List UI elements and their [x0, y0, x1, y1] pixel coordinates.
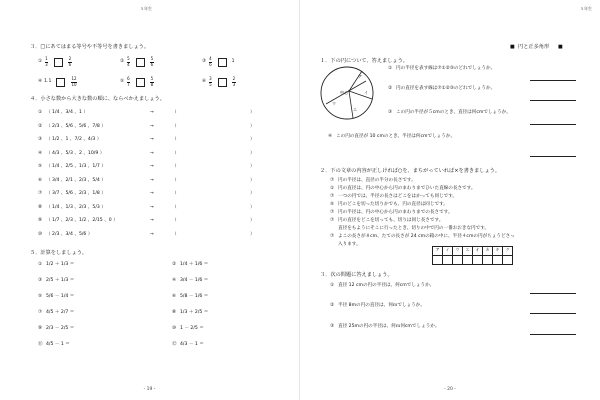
q5-item-text: 1/2 ＋ 1/3 ＝	[46, 262, 75, 267]
q4-item-number: ⑩	[38, 231, 43, 237]
q2-title: ２．下の文章の内容が正しければ○を、まちがっていれば×を書きましょう。	[320, 168, 501, 174]
q3-right-value-den: 8	[150, 81, 154, 87]
q3r-item-number: ①	[330, 283, 335, 288]
q1-answer-line	[530, 100, 576, 101]
q1-item-number: ①	[388, 66, 393, 71]
q4-answer-close: ）	[250, 110, 255, 115]
q3-item	[38, 76, 78, 88]
answer-table-cell	[453, 256, 463, 265]
q5-item-text: 1 － 2/5 ＝	[180, 326, 204, 331]
answer-table-cell	[483, 256, 493, 265]
q3r-answer-line	[530, 313, 576, 314]
q3-item	[38, 56, 72, 68]
q5-item-text: 4/3 － 1 ＝	[180, 342, 204, 347]
q4-arrow: →	[150, 164, 154, 169]
q3-item-number: ①	[38, 59, 43, 65]
q4-item-text: （ 1/7 、2/3 、1/2 、2/15 、0 ）	[46, 218, 118, 223]
q3-left-value	[127, 77, 131, 87]
q2-item-number: ⑦	[330, 218, 335, 223]
q4-answer-close: ）	[250, 177, 255, 183]
q2-item-number: ⑦	[330, 194, 335, 199]
q4-answer-close: ）	[250, 123, 255, 129]
answer-table-header: イ	[443, 247, 453, 256]
q5-item-number: ⑩	[172, 326, 177, 331]
q3-right-value-num: 2	[68, 56, 72, 62]
q3-right-value-num: 2	[232, 76, 236, 82]
q3-left-value	[127, 57, 131, 67]
q4-arrow: →	[150, 123, 154, 129]
q3-answer-box	[136, 58, 145, 67]
q5-item-number: ②	[172, 262, 177, 267]
left-page-number: - 19 -	[143, 387, 156, 392]
q5-item-text: 2/5 ＋ 1/3 ＝	[46, 278, 75, 283]
q4-arrow: →	[150, 191, 154, 196]
q4-answer-close: ）	[250, 191, 255, 196]
q3-left-value-num: 1	[45, 56, 48, 62]
q4-arrow: →	[150, 204, 154, 210]
q1-item-text: この円の半径が５cmのとき、直径は何cmでしょうか。	[396, 110, 511, 115]
q4-answer-open: （	[172, 191, 177, 196]
q5-item-text: 3/4 － 1/6 ＝	[180, 278, 209, 283]
q4-arrow: →	[150, 218, 154, 223]
q4-item-number: ⑨	[38, 218, 43, 223]
q2-item-text: 円の半径は、円の中心から円のまわりまでの長さです。	[338, 210, 453, 215]
q3-left-value	[209, 77, 213, 87]
q2-item-text: よこの長さが８cm、たての長さが 24 cmの箱の中に、半径４cmの円がちょうどさっ	[338, 234, 515, 239]
q3-item-number: ③	[202, 59, 207, 65]
q5-item-text: 5/6 － 1/4 ＝	[46, 294, 75, 299]
q4-item-number: ④	[38, 150, 43, 156]
q4-answer-open: （	[172, 150, 177, 156]
q4-answer-open: （	[172, 204, 177, 210]
q3-left-value-num: 3	[209, 76, 212, 82]
answer-table-cell	[473, 256, 483, 265]
q4-arrow: →	[150, 110, 154, 115]
q4-title: ４．小さな数から大きな数の順に、ならべかえましょう。	[30, 96, 165, 102]
q2-item-text: 円の直径をどこを切っても、切りは同じ長さです。	[338, 218, 444, 223]
right-page-number: - 20 -	[444, 387, 456, 392]
q3-left-value-den: 7	[127, 81, 130, 87]
q3-right-value	[150, 57, 154, 67]
q1-item-text: 円の半径を表す線は⑦①②③のどれでしょうか。	[396, 66, 496, 71]
q3-left-value-num: 5	[127, 56, 130, 62]
q3-left-value-num: 6	[127, 76, 130, 82]
q3-item-number: ④	[38, 79, 43, 85]
q4-answer-open: （	[172, 164, 177, 169]
circle-label-b: イ	[364, 90, 368, 95]
answer-table-cell	[433, 256, 443, 265]
q5-item-number: ⑫	[172, 342, 177, 347]
q3r-item-text: 半径 8mの円の直径は、何ｍでしょうか。	[338, 303, 425, 308]
q4-answer-close: ）	[250, 150, 255, 156]
q3-title: ３．□にあてはまる等号や不等号を書きましょう。	[30, 44, 150, 50]
q4-answer-close: ）	[250, 231, 255, 237]
q5-item-text: 4/5 ＋ 2/7 ＝	[46, 310, 75, 315]
q2-item-text: 円のどこを切った切りかでも、円の直径は同じです。	[338, 202, 448, 207]
q5-item-text: 2/3 － 2/5 ＝	[46, 326, 75, 331]
q5-item-number: ⑪	[38, 342, 43, 347]
answer-table-cell	[443, 256, 453, 265]
q4-item-number: ⑤	[38, 164, 43, 169]
q3-right-value-den: 6	[68, 61, 72, 67]
q3r-item-text: 直径 12 cmの円の半径は、何cmでしょうか。	[338, 283, 435, 288]
circle-label-d: エ	[353, 107, 357, 112]
q5-item-text: 1/4 ＋ 1/6 ＝	[180, 262, 209, 267]
q5-item-number: ⑥	[172, 294, 177, 299]
q4-item-number: ①	[38, 110, 43, 115]
unit-title: 円と正多角形	[518, 44, 550, 50]
answer-table-header: ア	[433, 247, 443, 256]
q3-answer-box	[218, 58, 227, 67]
q4-item-number: ⑧	[38, 204, 43, 210]
q3-right-value-den: 6	[150, 61, 154, 67]
unit-title-marker-right: ■	[558, 44, 563, 50]
q2-item-number: ⑤	[330, 202, 335, 207]
q4-answer-open: （	[172, 110, 177, 115]
answer-table	[432, 246, 513, 265]
q1-item-number: ③	[388, 110, 393, 115]
answer-table-header: エ	[463, 247, 473, 256]
q5-item-number: ③	[38, 278, 43, 283]
q3-item-number: ②	[120, 59, 125, 65]
q3-right-value: 1	[231, 59, 235, 65]
q3r-item-number: ②	[330, 303, 335, 308]
q3-left-value: 1.1	[44, 79, 52, 85]
q3r-answer-line	[530, 293, 576, 294]
q4-answer-open: （	[172, 218, 177, 223]
q3-right-value-num: 5	[150, 76, 154, 82]
q3-right-value	[71, 77, 77, 87]
q5-item-number: ⑧	[172, 310, 177, 315]
circle-figure	[318, 64, 376, 122]
q5-item-text: 1/3 ＋ 2/5 ＝	[180, 310, 209, 315]
q2-item-text: 一つの円では、半径の長さはどこをはかっても同じです。	[338, 194, 458, 199]
q3-answer-box	[218, 78, 227, 87]
answer-table-header: カ	[483, 247, 493, 256]
q3-left-value-den: 6	[209, 61, 212, 67]
answer-table-cell	[463, 256, 473, 265]
q5-item-text: 5/8 － 1/6 ＝	[180, 294, 209, 299]
q1-answer-line	[530, 80, 576, 81]
q4-item-text: （ 3/4 、2/1 、2/3 、5/4 ）	[46, 177, 106, 183]
answer-table-header: ウ	[453, 247, 463, 256]
q4-item-number: ⑦	[38, 191, 43, 196]
circle-label-a: ア	[358, 74, 362, 79]
q5-item-number: ⑨	[38, 326, 43, 331]
q3-right-value-num: 12	[71, 76, 77, 82]
q4-item-text: （ 1/2 、1 、7/2 、4/3 ）	[46, 137, 102, 142]
q1-item-text: この円の直径が 10 cmのとき、半径は何cmでしょうか。	[336, 134, 456, 139]
q3-left-value-den: 3	[45, 61, 48, 67]
q1-answer-line	[530, 156, 576, 157]
q4-item-number: ②	[38, 123, 43, 129]
right-page-header: ５年生	[580, 6, 592, 11]
q3-right-value	[68, 57, 72, 67]
q4-item-text: （ 3/7 、5/6 、2/3 、1/8 ）	[46, 191, 106, 196]
answer-table-cell	[493, 256, 503, 265]
q4-item-text: （ 2/3 、5/6 、5/6 、7/8 ）	[46, 123, 106, 129]
q2-item-number: ⑦	[330, 210, 335, 215]
q2-item-text: 入ります。	[338, 242, 361, 247]
q3-left-value	[45, 57, 49, 67]
circle-label-center: 中心	[340, 90, 348, 95]
q4-item-number: ③	[38, 137, 43, 142]
q5-item-number: ⑦	[38, 310, 43, 315]
q3r-answer-line	[530, 334, 576, 335]
q4-item-text: （ 2/3 、3/4 、5/6 ）	[46, 231, 93, 237]
answer-table-header: オ	[473, 247, 483, 256]
q4-item-text: （ 1/4 、2/5 、1/3 、1/7 ）	[46, 164, 106, 169]
q2-item-number: ⑦	[330, 234, 335, 239]
q3-right-value-den: 10	[71, 81, 77, 87]
answer-table-header: キ	[493, 247, 503, 256]
q1-item-number: ②	[388, 86, 393, 91]
q2-item-text: 直径をもようにそこに行ったとき、切りの中で円の一番おおきな円です。	[338, 226, 490, 231]
q4-answer-close: ）	[250, 204, 255, 210]
q3-right-value	[150, 77, 154, 87]
left-page-header: ５年生	[140, 6, 152, 11]
q3-answer-box	[54, 58, 63, 67]
right-page	[300, 0, 600, 400]
q1-answer-line	[530, 124, 576, 125]
answer-table-cell	[503, 256, 513, 265]
q1-item-text: 円の直径を表す線は⑦①②③のどれでしょうか。	[396, 86, 496, 91]
q3-right-value	[232, 77, 236, 87]
q3-left-value	[209, 57, 213, 67]
q4-arrow: →	[150, 150, 154, 156]
q3-right-value-num: 5	[150, 56, 154, 62]
q3-item	[120, 56, 154, 68]
q4-item-text: （ 4/3 、5/3 、2 、10/9 ）	[46, 150, 105, 156]
q4-arrow: →	[150, 137, 154, 142]
q2-item-number: ①	[330, 186, 335, 191]
q3r-item-text: 直径 25mの円の半径は、何ｍ何cmでしょうか。	[338, 324, 440, 329]
q3-item	[120, 76, 154, 88]
q4-arrow: →	[150, 231, 154, 237]
q3-item-number: ⑥	[202, 79, 207, 85]
q3r-title: ３．次の問題に答えましょう。	[320, 272, 393, 278]
q2-item-text: 円の直径は、円の中心から円のまわりまでひいた直線の長さです。	[338, 186, 476, 191]
line-d	[349, 91, 353, 118]
q3r-item-number: ③	[330, 324, 335, 329]
q4-item-number: ⑥	[38, 177, 43, 183]
q5-item-text: 4/5 － 1 ＝	[46, 342, 70, 347]
q1-item-number: ④	[328, 134, 333, 139]
q4-arrow: →	[150, 177, 154, 183]
unit-title-marker-left: ■	[510, 44, 515, 50]
circle-label-c: ウ	[332, 101, 336, 106]
q3-item-number: ⑤	[120, 79, 125, 85]
q4-item-text: （ 1/4 、1/3 、2/3 、5/3 ）	[46, 204, 106, 210]
q3-answer-box	[56, 78, 65, 87]
q4-answer-close: ）	[250, 164, 255, 169]
q4-answer-open: （	[172, 231, 177, 237]
line-b	[349, 91, 372, 99]
q5-title: ５．計算をしましょう。	[30, 250, 88, 256]
q3-right-value-den: 3	[232, 81, 236, 87]
q3-left-value-den: 5	[209, 81, 212, 87]
q5-item-number: ①	[38, 262, 43, 267]
q4-answer-close: ）	[250, 137, 255, 142]
answer-table-header: ク	[503, 247, 513, 256]
q3-answer-box	[136, 78, 145, 87]
q4-answer-open: （	[172, 177, 177, 183]
q3-left-value-den: 4	[127, 61, 130, 67]
q3-item	[202, 76, 236, 88]
q4-answer-close: ）	[250, 218, 255, 223]
q4-answer-open: （	[172, 123, 177, 129]
q2-item-number: ⑦	[330, 178, 335, 183]
q3-left-value-num: 4	[209, 56, 212, 62]
q4-item-text: （ 1/4 、3/4 、1 ）	[46, 110, 88, 115]
q5-item-number: ④	[172, 278, 177, 283]
q3-item	[202, 56, 235, 68]
q5-item-number: ⑤	[38, 294, 43, 299]
q2-item-text: 円の半径は、直径の半分の長さです。	[338, 178, 416, 183]
q4-answer-open: （	[172, 137, 177, 142]
q1-title: １．下の円について、答えましょう。	[320, 58, 408, 64]
